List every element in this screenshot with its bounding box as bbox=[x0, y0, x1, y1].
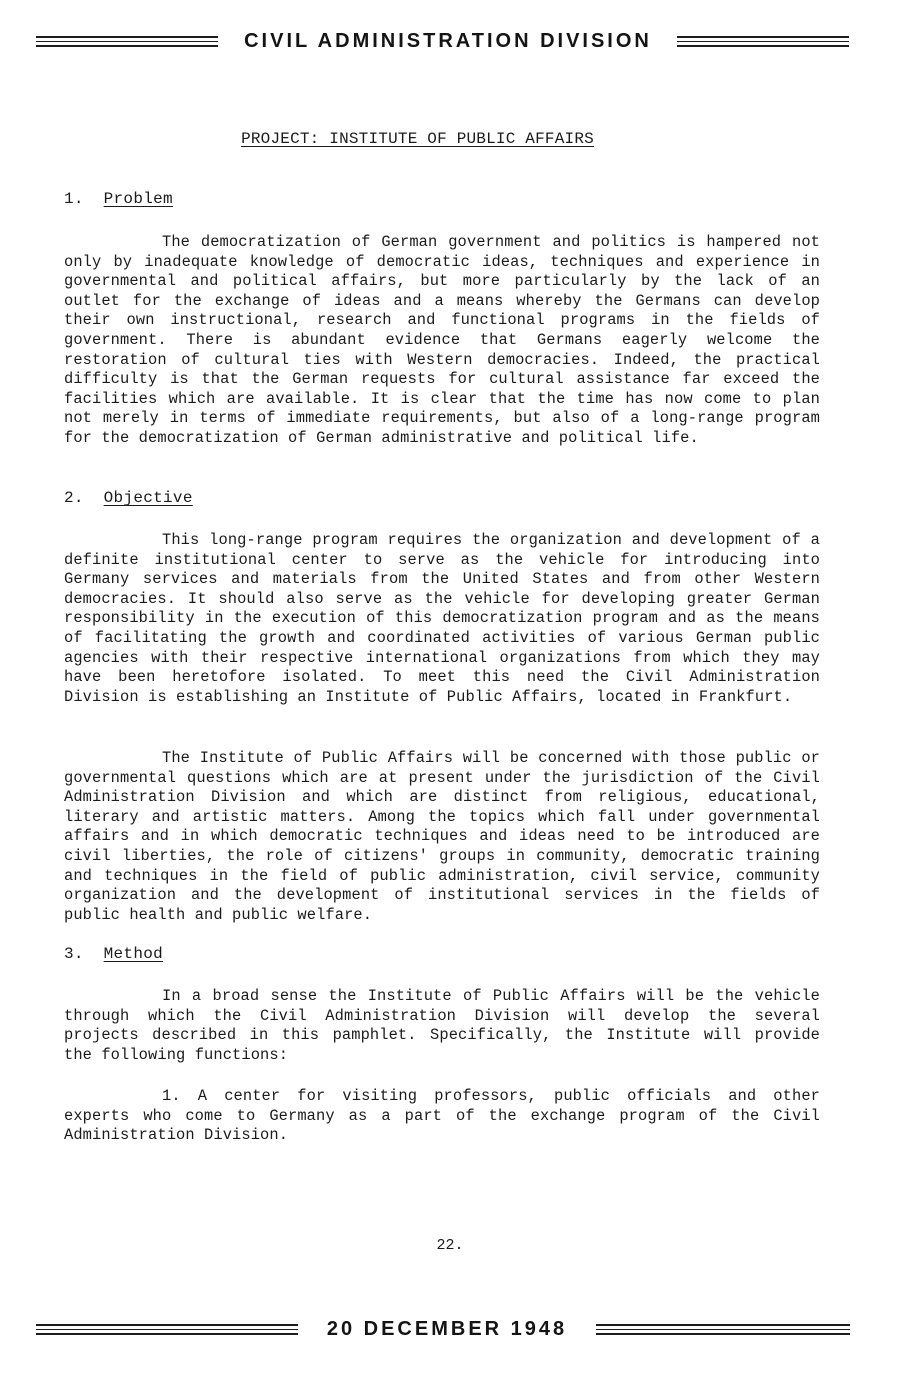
section-number: 3. bbox=[64, 945, 84, 963]
division-header-title: CIVIL ADMINISTRATION DIVISION bbox=[244, 30, 652, 52]
header-rule-right bbox=[677, 36, 849, 50]
section-heading-method bbox=[64, 945, 163, 963]
function-item-1: 1. A center for visiting professors, public officials and other experts who come to Germany as a part of the exchange program of the Civil Administration Division. bbox=[64, 1087, 820, 1145]
objective-paragraph-2: The Institute of Public Affairs will be concerned with those public or governmental questions which are at present under the jurisdiction of the Civil Administration Division and which are distinct from religious, educational, literary and artistic matters. Among the topics which fall under governmental affairs and in which democratic techniques and ideas need to be introduced are civil liberties, the role of citizens' groups in community, democratic training and techniques in the field of public administration, civil service, community organization and the development of institutional services in the fields of public health and public welfare. bbox=[64, 749, 820, 924]
section-heading-problem bbox=[64, 190, 173, 208]
footer-date: 20 DECEMBER 1948 bbox=[326, 1318, 568, 1340]
footer-rule-left bbox=[36, 1324, 298, 1338]
section-heading-objective bbox=[64, 489, 193, 507]
header-rule-left bbox=[36, 36, 218, 50]
section-number: 1. bbox=[64, 190, 84, 208]
project-title: PROJECT: INSTITUTE OF PUBLIC AFFAIRS bbox=[241, 130, 594, 148]
section-label: Method bbox=[103, 945, 164, 963]
method-paragraph: In a broad sense the Institute of Public Affairs will be the vehicle through which the Civil Administration Division will develop the several projects described in this pamphlet. Specifically, the Institute will provide the following functions: bbox=[64, 987, 820, 1064]
section-label: Objective bbox=[103, 489, 193, 507]
problem-paragraph: The democratization of German government and politics is hampered not only by inadequate knowledge of democratic ideas, techniques and experience in governmental and political affairs, but more particularly by the lack of an outlet for the exchange of ideas and a means whereby the Germans can develop their own instructional, research and functional programs in the fields of government. There is abundant evidence that Germans eagerly welcome the restoration of cultural ties with Western democracies. Indeed, the practical difficulty is that the German requests for cultural assistance far exceed the facilities which are available. It is clear that the time has now come to plan not merely in terms of immediate requirements, but also of a long-range program for the democratization of German administrative and political life. bbox=[64, 233, 820, 447]
page-number: 22. bbox=[436, 1237, 464, 1254]
section-number: 2. bbox=[64, 489, 84, 507]
footer-rule-right bbox=[596, 1324, 850, 1338]
section-label: Problem bbox=[103, 190, 173, 208]
objective-paragraph-1: This long-range program requires the organization and development of a definite institutional center to serve as the vehicle for introducing into Germany services and materials from the United States and from other Western democracies. It should also serve as the vehicle for developing greater German responsibility in the execution of this democratization program and as the means of facilitating the growth and coordinated activities of various German public agencies with their respective international organizations from which they may have been heretofore isolated. To meet this need the Civil Administration Division is establishing an Institute of Public Affairs, located in Frankfurt. bbox=[64, 531, 820, 706]
